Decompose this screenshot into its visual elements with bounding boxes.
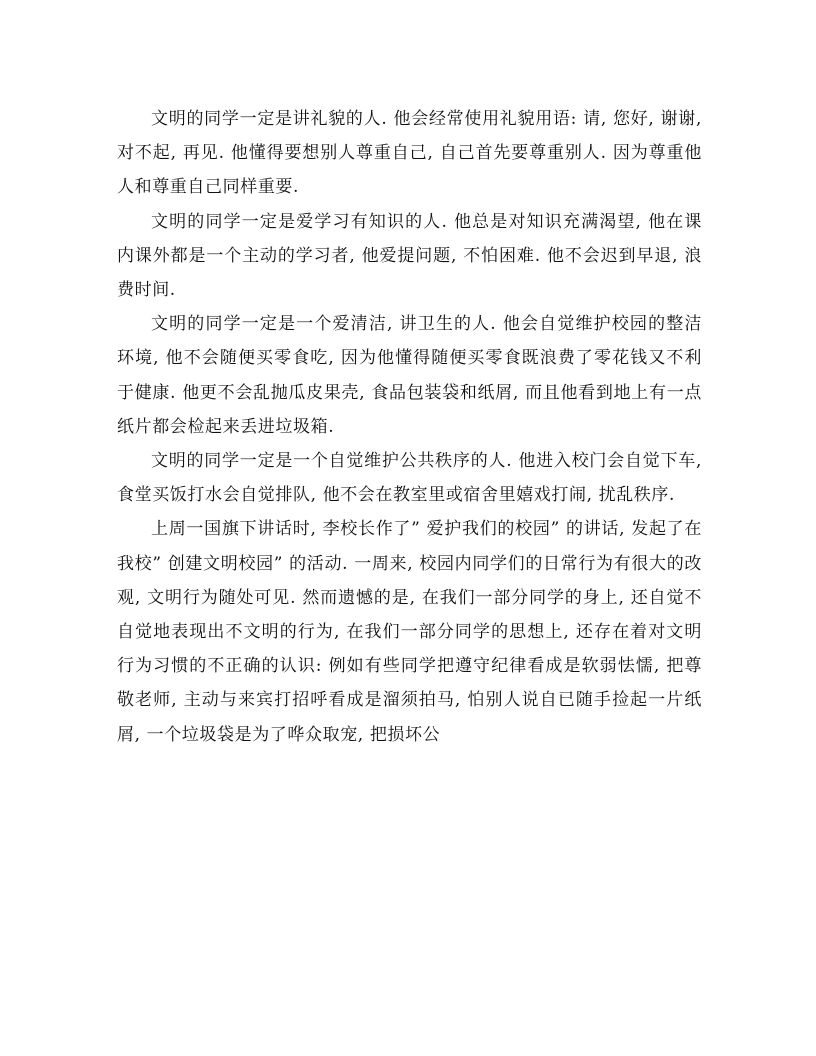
document-body <box>117 102 702 752</box>
paragraph-4: 文明的同学一定是一个自觉维护公共秩序的人. 他进入校门会自觉下车, 食堂买饭打水会自觉排队, 他不会在教室里或宿舍里嬉戏打闹, 扰乱秩序. <box>117 451 702 506</box>
paragraph-3: 文明的同学一定是一个爱清洁, 讲卫生的人. 他会自觉维护校园的整洁环境, 他不会随便买零食吃, 因为他懂得随便买零食既浪费了零花钱又不利于健康. 他更不会乱抛瓜皮果壳, 食品包装袋和纸屑, 而且他看到地上有一点纸片都会检起来丢进垃圾箱. <box>117 314 702 437</box>
paragraph-5: 上周一国旗下讲话时, 李校长作了” 爱护我们的校园” 的讲话, 发起了在我校” 创建文明校园” 的活动. 一周来, 校园内同学们的日常行为有很大的改观, 文明行为随处可见. 然而遗憾的是, 在我们一部分同学的身上, 还自觉不自觉地表现出不文明的行为, 在我们一部分同学的思想上, 还存在着对文明行为习惯的不正确的认识: 例如有些同学把遵守纪律看成是软弱怯懦, 把尊敬老师, 主动与来宾打招呼看成是溜须拍马, 怕别人说自已随手捡起一片纸屑, 一个垃圾袋是为了哗众取宠, 把损坏公 <box>117 519 702 745</box>
paragraph-2: 文明的同学一定是爱学习有知识的人. 他总是对知识充满渴望, 他在课内课外都是一个主动的学习者, 他爱提问题, 不怕困难. 他不会迟到早退, 浪费时间. <box>117 211 702 301</box>
paragraph-1: 文明的同学一定是讲礼貌的人. 他会经常使用礼貌用语: 请, 您好, 谢谢, 对不起, 再见. 他懂得要想别人尊重自己, 自己首先要尊重别人. 因为尊重他人和尊重自己同样重要. <box>117 109 702 198</box>
